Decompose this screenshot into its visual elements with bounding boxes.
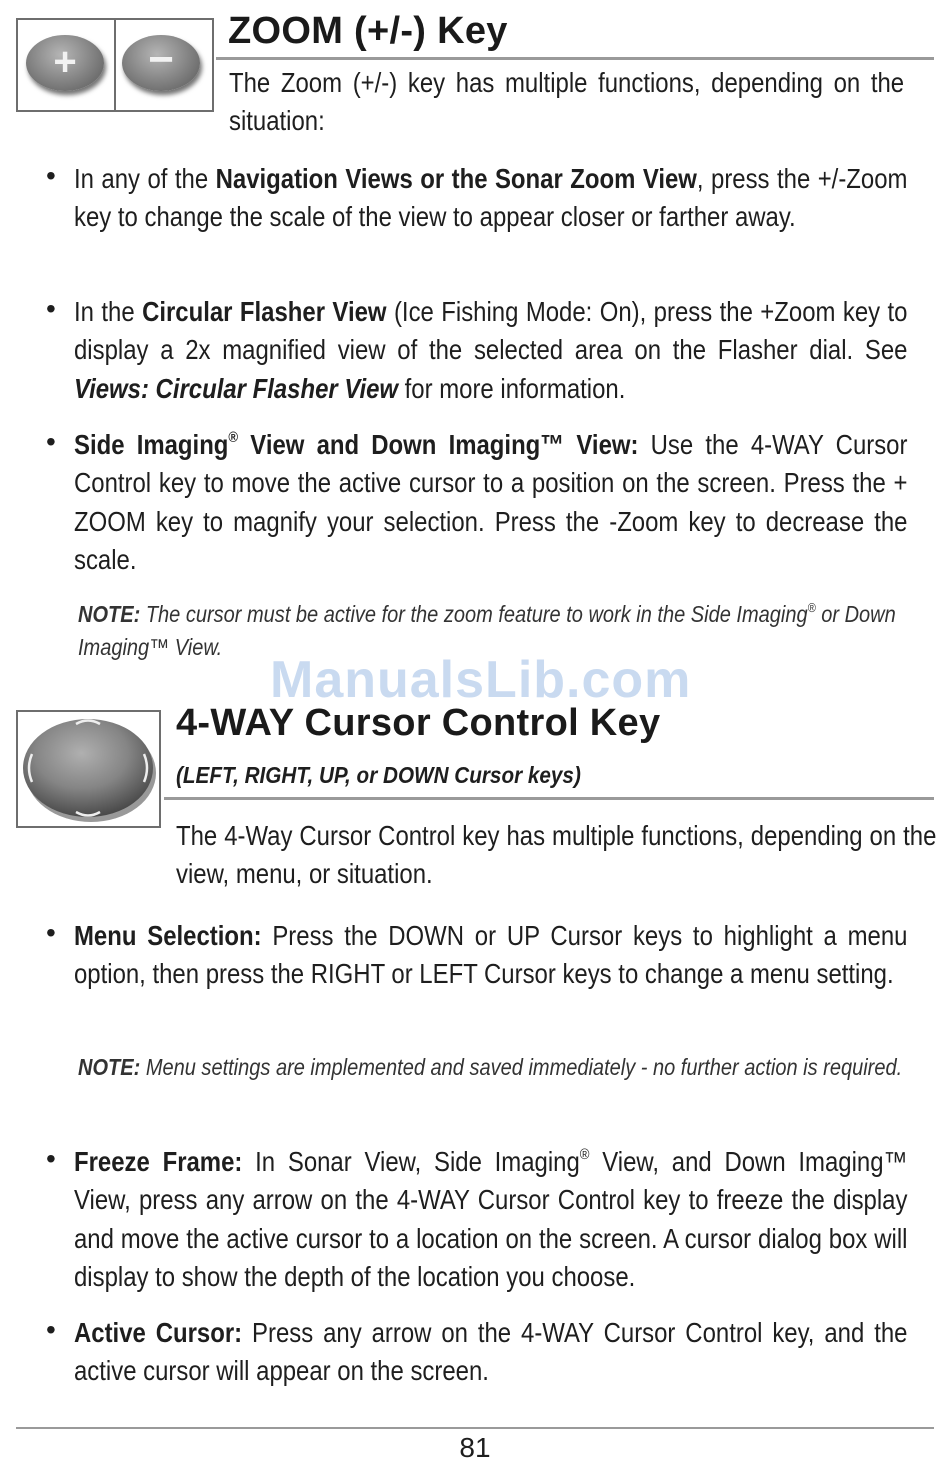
zoom-bullet-side-imaging: Side Imaging® View and Down Imaging™ View: Use the 4-WAY Cursor Control key to move the active cursor to a position on the screen. Press the + ZOOM key to magnify your selection. Press the -Zoom key to decrease the scale.: [74, 428, 908, 575]
footer-rule: [16, 1427, 934, 1429]
bullet-marker: •: [46, 426, 56, 457]
bullet-marker: •: [46, 1314, 56, 1345]
cursor-bullet-freeze-frame: Freeze Frame: In Sonar View, Side Imaging® View, and Down Imaging™ View, press any arrow on the 4-WAY Cursor Control key to freeze the display and move the active cursor to a location on the screen. A cursor dialog box will display to show the depth of the location you choose.: [74, 1145, 908, 1292]
page-number: 81: [459, 1432, 491, 1463]
zoom-bullet-circular-flasher: In the Circular Flasher View (Ice Fishing Mode: On), press the +Zoom key to display a 2x magnified view of the selected area on the Flasher dial. See Views: Circular Flasher View for more information.: [74, 296, 908, 404]
plus-key-icon: +: [26, 35, 104, 91]
bullet-marker: •: [46, 293, 56, 324]
cursor-note: NOTE: Menu settings are implemented and saved immediately - no further action is required.: [78, 1054, 903, 1080]
bullet-marker: •: [46, 1143, 56, 1174]
zoom-bullet-navigation-views: In any of the Navigation Views or the Sonar Zoom View, press the +/-Zoom key to change the scale of the view to appear closer or farther away.: [74, 163, 908, 233]
zoom-intro-paragraph: The Zoom (+/-) key has multiple functions, depending on the situation:: [229, 67, 905, 137]
zoom-minus-key-frame: [114, 18, 214, 112]
cursor-heading-rule: [164, 797, 934, 800]
cursor-key-heading: 4-WAY Cursor Control Key: [176, 702, 661, 744]
bullet-marker: •: [46, 160, 56, 191]
zoom-note: NOTE: The cursor must be active for the zoom feature to work in the Side Imaging® or Down Imaging™ View.: [78, 600, 896, 660]
minus-key-icon: −: [122, 35, 200, 91]
cursor-bullet-menu-selection: Menu Selection: Press the DOWN or UP Cursor keys to highlight a menu option, then press the RIGHT or LEFT Cursor keys to change a menu setting.: [74, 920, 908, 990]
cross-reference-link: Views: Circular Flasher View: [74, 372, 399, 404]
cursor-key-frame: [16, 710, 161, 828]
zoom-key-heading: ZOOM (+/-) Key: [228, 10, 508, 52]
zoom-plus-key-frame: [16, 18, 116, 112]
four-way-cursor-key-icon: [18, 712, 159, 826]
zoom-heading-rule: [216, 57, 934, 60]
cursor-bullet-active-cursor: Active Cursor: Press any arrow on the 4-WAY Cursor Control key, and the active cursor will appear on the screen.: [74, 1317, 908, 1387]
watermark: ManualsLib.com: [270, 651, 692, 709]
cursor-intro-paragraph: The 4-Way Cursor Control key has multiple functions, depending on the view, menu, or situation.: [176, 820, 937, 890]
bullet-marker: •: [46, 917, 56, 948]
cursor-key-subheading: (LEFT, RIGHT, UP, or DOWN Cursor keys): [176, 762, 581, 788]
